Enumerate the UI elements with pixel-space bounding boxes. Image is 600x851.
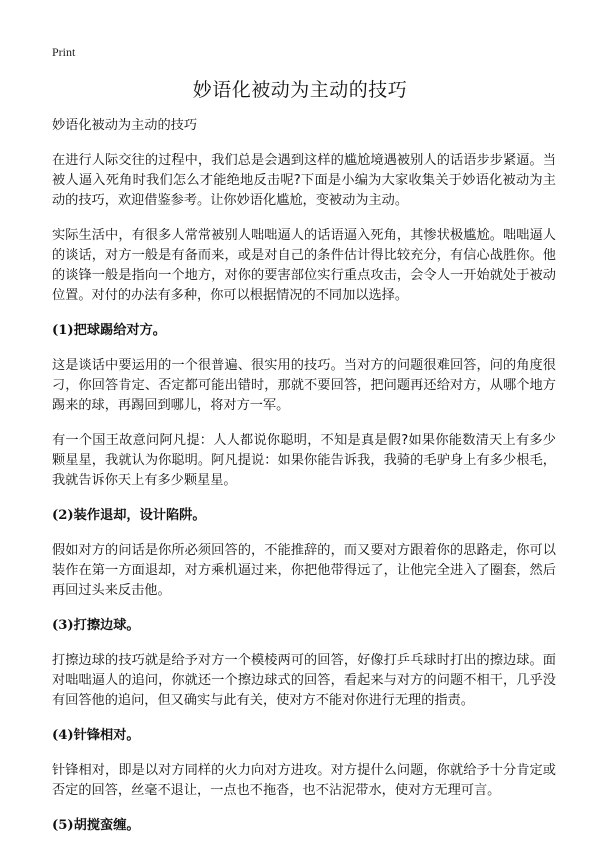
print-link[interactable]: Print [52, 45, 76, 59]
paragraph-intro: 在进行人际交往的过程中，我们总是会遇到这样的尴尬境遇被别人的话语步步紧逼。当被人逼入死角时我们怎么才能绝地反击呢?下面是小编为大家收集关于妙语化被动为主动的技巧，欢迎借鉴参考。让你妙语化尴尬，变被动为主动。 [52, 153, 556, 208]
section-heading-3: (3)打擦边球。 [52, 618, 140, 633]
section-heading-4: (4)针锋相对。 [52, 728, 140, 743]
paragraph-section-4: 针锋相对，即是以对方同样的火力向对方进攻。对方提什么问题，你就给予十分肯定或否定的回答，丝毫不退让，一点也不拖沓，也不沾泥带水，使对方无理可言。 [52, 763, 556, 798]
section-heading-1: (1)把球踢给对方。 [52, 323, 166, 338]
document-subtitle: 妙语化被动为主动的技巧 [52, 118, 198, 133]
paragraph-section-1: 这是谈话中要运用的一个很普遍、很实用的技巧。当对方的问题很难回答，问的角度很刁，你回答肯定、否定都可能出错时，那就不要回答，把问题再还给对方，从哪个地方踢来的球，再踢回到哪儿，将对方一军。 [52, 358, 556, 413]
document-body [52, 116, 556, 851]
paragraph-section-1-example: 有一个国王故意问阿凡提：人人都说你聪明，不知是真是假?如果你能数清天上有多少颗星星，我就认为你聪明。阿凡提说：如果你能告诉我，我骑的毛驴身上有多少根毛，我就告诉你天上有多少颗星星。 [52, 433, 556, 488]
section-heading-2: (2)装作退却，设计陷阱。 [52, 508, 206, 523]
section-heading-5: (5)胡搅蛮缠。 [52, 818, 140, 833]
paragraph-section-3: 打擦边球的技巧就是给予对方一个模棱两可的回答，好像打乒乓球时打出的擦边球。面对咄咄逼人的追问，你就还一个擦边球式的回答，看起来与对方的问题不相干，几乎没有回答他的追问，但又确实与此有关，使对方不能对你进行无理的指责。 [52, 653, 556, 708]
paragraph-section-2: 假如对方的问话是你所必须回答的，不能推辞的，而又要对方跟着你的思路走，你可以装作在第一方面退却，对方乘机逼过来，你把他带得远了，让他完全进入了圈套，然后再回过头来反击他。 [52, 543, 556, 598]
document-title: 妙语化被动为主动的技巧 [192, 79, 408, 101]
paragraph-background: 实际生活中，有很多人常常被别人咄咄逼人的话语逼入死角，其惨状极尴尬。咄咄逼人的谈话，对方一般是有备而来，或是对自己的条件估计得比较充分，有信心战胜你。他的谈锋一般是指向一个地方，对你的要害部位实行重点攻击，会令人一开始就处于被动位置。对付的办法有多种，你可以根据情况的不同加以选择。 [52, 228, 556, 303]
